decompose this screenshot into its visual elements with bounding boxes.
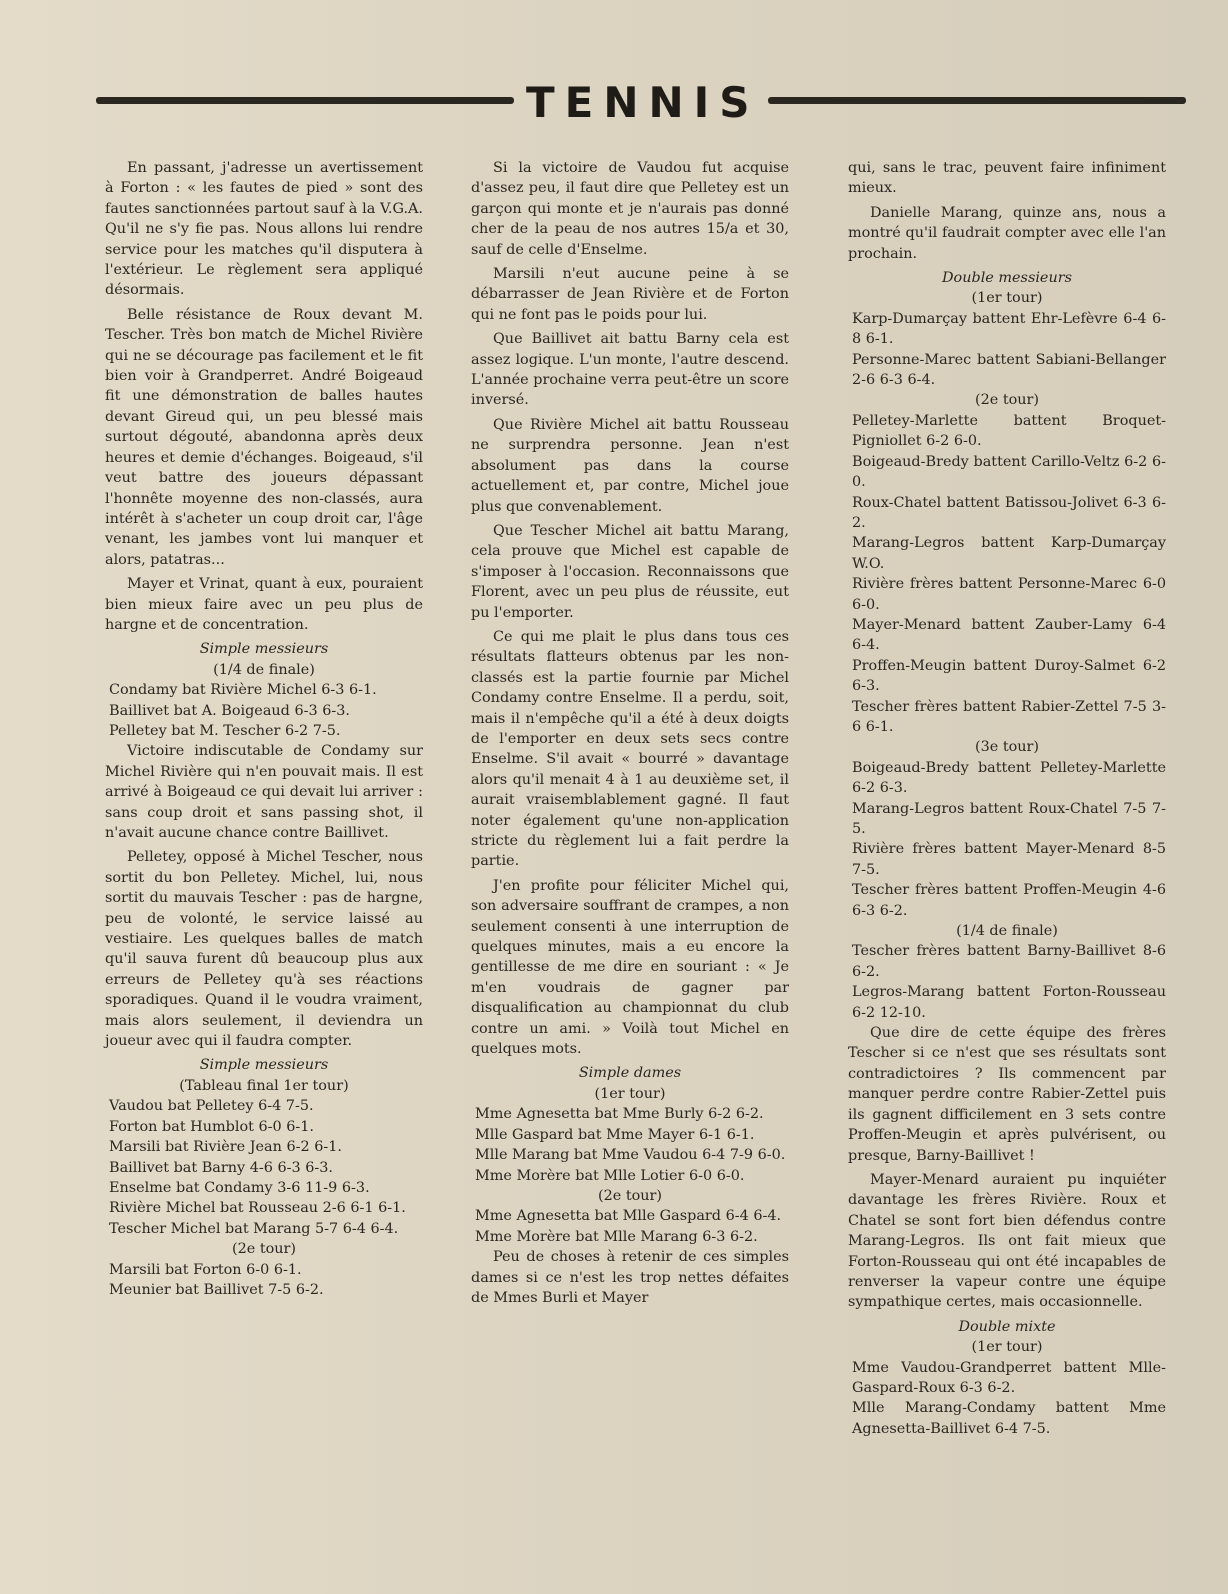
match-result: Marsili bat Forton 6-0 6-1. [109, 1261, 302, 1278]
paragraph: Victoire indiscutable de Condamy sur Michel Rivière qui n'en pouvait mais. Il est arrivé à Boigeaud ce qui devait lui arriver : sans coup droit et sans passing shot, il n'avait aucune chance contre Baillivet. [105, 743, 423, 841]
header-rule-left [96, 97, 514, 104]
round-label: (1/4 de finale) [213, 661, 315, 678]
match-result: Tescher Michel bat Marang 5-7 6-4 6-4. [109, 1220, 399, 1237]
section-heading: Simple messieurs [199, 641, 329, 658]
page-title: TENNIS [526, 78, 760, 127]
match-result: Mlle Marang-Condamy battent Mme Agnesetta-Baillivet 6-4 7-5. [852, 1400, 1166, 1437]
match-result: Mme Agnesetta bat Mme Burly 6-2 6-2. [475, 1106, 764, 1123]
match-result: Marsili bat Rivière Jean 6-2 6-1. [109, 1139, 342, 1156]
paragraph: En passant, j'adresse un avertissement à Forton : « les fautes de pied » sont des fautes sanctionnées partout sauf à la V.G.A. Qu'il ne s'y fie pas. Nous allons lui rendre service pour les matches qu'il disputera à l'extérieur. Le règlement sera appliqué désormais. [105, 160, 423, 299]
section-heading: Simple messieurs [199, 1057, 329, 1074]
text-column-2 [471, 158, 789, 1312]
paragraph: Si la victoire de Vaudou fut acquise d'assez peu, il faut dire que Pelletey est un garçon qui monte et je n'aurais pas donné cher de la peau de nos autres 15/a et 30, sauf de celle d'Enselme. [471, 160, 789, 258]
match-result: Karp-Dumarçay battent Ehr-Lefèvre 6-4 6-8 6-1. [852, 310, 1166, 348]
round-label: (2e tour) [974, 392, 1040, 409]
section-heading: Double messieurs [942, 270, 1072, 287]
round-label: (1/4 de finale) [956, 923, 1058, 940]
match-result: Pelletey-Marlette battent Broquet-Pigniollet 6-2 6-0. [852, 412, 1166, 450]
match-result: Forton bat Humblot 6-0 6-1. [109, 1118, 314, 1135]
match-result: Marang-Legros battent Karp-Dumarçay W.O. [852, 535, 1166, 572]
paragraph: Marsili n'eut aucune peine à se débarrasser de Jean Rivière et de Forton qui ne font pas le poids pour lui. [471, 266, 789, 323]
header-rule-right [768, 97, 1186, 104]
match-result: Tescher frères battent Rabier-Zettel 7-5 3-6 6-1. [852, 698, 1166, 735]
text-column-3 [848, 158, 1166, 1439]
paragraph: Ce qui me plait le plus dans tous ces résultats flatteurs obtenus par les non-classés est la partie fournie par Michel Condamy contre Enselme. Il a perdu, soit, mais il n'empêche qu'il a été à deux doigts de l'emporter en deux sets secs contre Enselme. S'il avait « bourré » davantage alors qu'il menait 4 à 1 au deuxième set, il aurait vraisemblablement gagné. Il faut noter également qu'une non-application stricte du règlement lui a fait perdre la partie. [471, 628, 789, 870]
paragraph: J'en profite pour féliciter Michel qui, son adversaire souffrant de crampes, a non seulement consenti à une interruption de quelques minutes, mais a eu encore la gentillesse de me dire en souriant : « Je m'en voudrais de gagner par disqualification au championnat du club contre un ami. » Voilà tout Michel en quelques mots. [471, 877, 789, 1058]
paragraph: Belle résistance de Roux devant M. Tescher. Très bon match de Michel Rivière qui ne se décourage pas facilement et le fit bien voir à Grandperret. André Boigeaud fit une démonstration de balles hautes devant Gireud qui, un peu blessé mais surtout dégouté, abandonna après deux heures et demie d'échanges. Boigeaud, s'il veut battre des joueurs dépassant l'honnête moyenne des non-classés, aura intérêt à s'acheter un coup droit car, l'âge venant, les jambes vont lui manquer et alors, patatras... [105, 306, 423, 568]
paragraph: Que dire de cette équipe des frères Tescher si ce n'est que ses résultats sont contradictoires ? Ils commencent par manquer perdre contre Rabier-Zettel puis ils gagnent difficilement en 3 sets contre Proffen-Meugin et après pulvérisent, ou presque, Barny-Baillivet ! [848, 1025, 1166, 1164]
paragraph: Danielle Marang, quinze ans, nous a montré qu'il faudrait compter avec elle l'an prochain. [848, 204, 1166, 262]
match-result: Pelletey bat M. Tescher 6-2 7-5. [109, 722, 341, 739]
section-heading: Double mixte [958, 1318, 1056, 1335]
match-result: Mayer-Menard battent Zauber-Lamy 6-4 6-4. [852, 616, 1166, 654]
match-result: Roux-Chatel battent Batissou-Jolivet 6-3 6-2. [852, 494, 1166, 531]
section-header [96, 78, 1186, 127]
round-label: (Tableau final 1er tour) [179, 1077, 349, 1094]
match-result: Marang-Legros battent Roux-Chatel 7-5 7-5. [852, 800, 1166, 837]
paragraph: Que Tescher Michel ait battu Marang, cela prouve que Michel est capable de s'imposer à l'occasion. Reconnaissons que Florent, avec un peu plus de réussite, eut pu l'emporter. [471, 522, 789, 621]
match-result: Mme Vaudou-Grandperret battent Mlle-Gaspard-Roux 6-3 6-2. [852, 1359, 1166, 1396]
round-label: (3e tour) [974, 739, 1040, 756]
paragraph: Pelletey, opposé à Michel Tescher, nous sortit du bon Pelletey. Michel, lui, nous sortit du mauvais Tescher : pas de hargne, peu de volonté, le service laissé au vestiaire. Les quelques balles de match qu'il sauva furent dû beaucoup plus aux erreurs de Pelletey qu'à ses réactions sporadiques. Quand il le voudra vraiment, mais alors seulement, il deviendra un joueur avec qui il faudra compter. [105, 849, 423, 1050]
match-result: Tescher frères battent Barny-Baillivet 8-6 6-2. [852, 943, 1166, 980]
match-result: Mme Agnesetta bat Mlle Gaspard 6-4 6-4. [475, 1208, 782, 1225]
paragraph: Que Rivière Michel ait battu Rousseau ne surprendra personne. Jean n'est absolument pas dans la course actuellement et, par contre, Michel joue plus que convenablement. [471, 416, 789, 515]
match-result: Rivière frères battent Mayer-Menard 8-5 7-5. [852, 841, 1166, 878]
section-heading: Simple dames [578, 1065, 682, 1082]
match-result: Baillivet bat A. Boigeaud 6-3 6-3. [109, 702, 350, 719]
match-result: Enselme bat Condamy 3-6 11-9 6-3. [109, 1179, 370, 1196]
match-result: Mlle Marang bat Mme Vaudou 6-4 7-9 6-0. [475, 1147, 786, 1164]
paragraph: Mayer et Vrinat, quant à eux, pouraient bien mieux faire avec un peu plus de hargne et de concentration. [105, 576, 423, 633]
round-label: (1er tour) [594, 1085, 666, 1102]
match-result: Condamy bat Rivière Michel 6-3 6-1. [109, 682, 377, 699]
match-result: Mlle Gaspard bat Mme Mayer 6-1 6-1. [475, 1126, 755, 1143]
match-result: Personne-Marec battent Sabiani-Bellanger 2-6 6-3 6-4. [852, 351, 1166, 389]
paragraph: Mayer-Menard auraient pu inquiéter davantage les frères Rivière. Roux et Chatel se sont fort bien défendus contre Marang-Legros. Ils ont fait mieux que Forton-Rousseau qui ont été incapables de renverser la vapeur contre une équipe sympathique certes, mais occasionnelle. [848, 1171, 1166, 1311]
paragraph: Que Baillivet ait battu Barny cela est assez logique. L'un monte, l'autre descend. L'année prochaine verra peut-être un score inversé. [471, 331, 789, 409]
match-result: Proffen-Meugin battent Duroy-Salmet 6-2 6-3. [852, 657, 1166, 695]
paragraph: Peu de choses à retenir de ces simples dames si ce n'est les trop nettes défaites de Mmes Burli et Mayer [471, 1249, 789, 1306]
match-result: Baillivet bat Barny 4-6 6-3 6-3. [109, 1159, 333, 1176]
match-result: Mme Morère bat Mlle Lotier 6-0 6-0. [475, 1167, 745, 1184]
round-label: (2e tour) [597, 1187, 663, 1204]
match-result: Tescher frères battent Proffen-Meugin 4-6 6-3 6-2. [852, 882, 1166, 919]
match-result: Rivière Michel bat Rousseau 2-6 6-1 6-1. [109, 1200, 406, 1217]
match-result: Vaudou bat Pelletey 6-4 7-5. [109, 1098, 314, 1115]
round-label: (1er tour) [971, 1339, 1043, 1356]
round-label: (1er tour) [971, 290, 1043, 307]
round-label: (2e tour) [231, 1241, 297, 1258]
match-result: Rivière frères battent Personne-Marec 6-0 6-0. [852, 576, 1166, 613]
match-result: Boigeaud-Bredy battent Carillo-Veltz 6-2 6-0. [852, 453, 1166, 491]
match-result: Legros-Marang battent Forton-Rousseau 6-2 12-10. [852, 984, 1166, 1021]
match-result: Meunier bat Baillivet 7-5 6-2. [109, 1281, 324, 1298]
paragraph: qui, sans le trac, peuvent faire infiniment mieux. [848, 160, 1166, 197]
match-result: Boigeaud-Bredy battent Pelletey-Marlette 6-2 6-3. [852, 759, 1166, 797]
text-column-1 [105, 158, 423, 1300]
match-result: Mme Morère bat Mlle Marang 6-3 6-2. [475, 1228, 758, 1245]
